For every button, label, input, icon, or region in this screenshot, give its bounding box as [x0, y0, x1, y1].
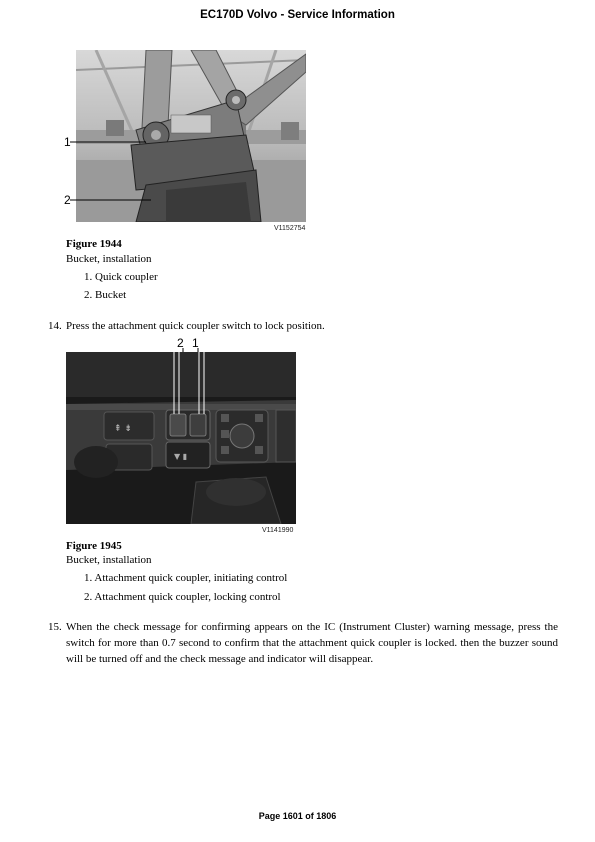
step-14-text: Press the attachment quick coupler switch to lock position.	[66, 320, 325, 332]
figure-1945-item-2: 2. Attachment quick coupler, locking control	[84, 591, 281, 603]
svg-text:▼ ▮: ▼ ▮	[174, 452, 188, 461]
figure-1944-title: Figure 1944	[66, 238, 122, 250]
figure-1945-callout-2: 2	[177, 336, 184, 350]
step-15-number: 15.	[48, 621, 62, 633]
figure-1944-photo	[76, 50, 306, 222]
figure-1944-image-code: V1152754	[274, 225, 306, 232]
figure-1945-title: Figure 1945	[66, 540, 122, 552]
figure-1944-callout-2: 2	[64, 193, 71, 207]
figure-1945-image-code: V1141990	[262, 527, 294, 534]
figure-1945-photo	[66, 352, 296, 524]
figure-1944-item-1: 1. Quick coupler	[84, 271, 158, 283]
figure-1945-callout-1: 1	[192, 336, 199, 350]
step-14-number: 14.	[48, 320, 62, 332]
figure-1944-callout-lines	[70, 140, 78, 210]
step-15-text: When the check message for confirming appears on the IC (Instrument Cluster) warning message, press the switch for more than 0.7 second to confirm that the attachment quick coupler is locked. then the buzzer sound will be turned off and the check message and indicator will disappear.	[66, 621, 558, 665]
figure-1945-caption: Bucket, installation	[66, 554, 152, 566]
svg-text:⇞ ⇟: ⇞ ⇟	[114, 424, 132, 434]
figure-1944-caption: Bucket, installation	[66, 253, 152, 265]
page-header: EC170D Volvo - Service Information	[200, 9, 395, 21]
page-footer: Page 1601 of 1806	[258, 811, 337, 821]
figure-1944-callout-1: 1	[64, 135, 71, 149]
figure-1945-item-1: 1. Attachment quick coupler, initiating control	[84, 572, 288, 584]
figure-1944-item-2: 2. Bucket	[84, 289, 127, 301]
